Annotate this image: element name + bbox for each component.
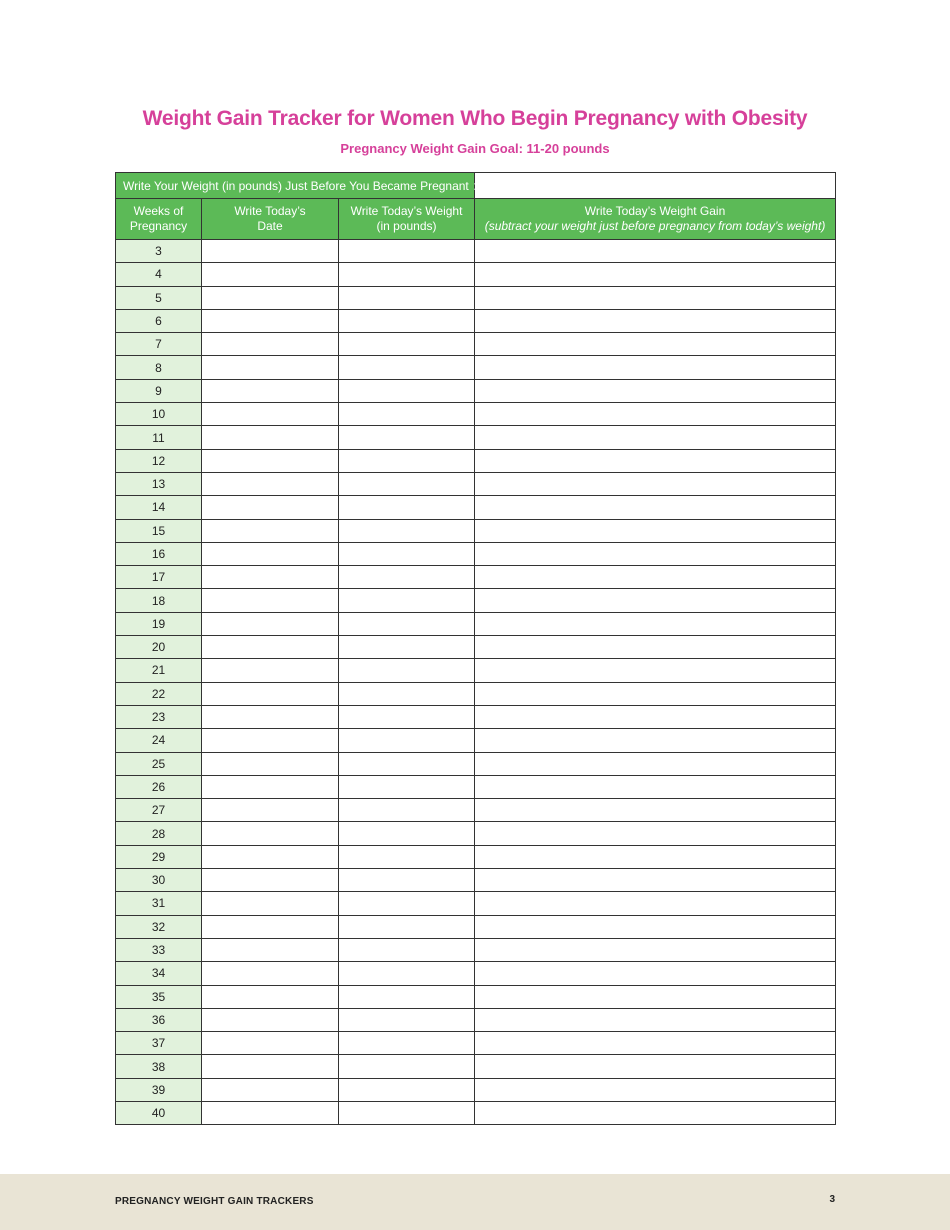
weight-field[interactable]: [339, 333, 475, 356]
weight-field[interactable]: [339, 1055, 475, 1078]
weight-field[interactable]: [339, 379, 475, 402]
weight-field[interactable]: [339, 542, 475, 565]
date-field[interactable]: [202, 426, 339, 449]
week-number: 23: [116, 705, 202, 728]
week-number: 35: [116, 985, 202, 1008]
weight-gain-field[interactable]: [475, 356, 836, 379]
header-date-line1: Write Today’s: [234, 204, 306, 218]
table-row: [116, 1078, 836, 1101]
header-gain-line2: (subtract your weight just before pregnancy from today’s weight): [484, 219, 826, 233]
header-weeks: [116, 199, 202, 240]
weight-field[interactable]: [339, 1101, 475, 1124]
table-row: [116, 892, 836, 915]
weight-field[interactable]: [339, 705, 475, 728]
table-row: [116, 333, 836, 356]
date-field[interactable]: [202, 333, 339, 356]
table-row: [116, 566, 836, 589]
table-row: [116, 799, 836, 822]
date-field[interactable]: [202, 1078, 339, 1101]
table-row: [116, 869, 836, 892]
date-field[interactable]: [202, 822, 339, 845]
weight-gain-field[interactable]: [475, 775, 836, 798]
date-field[interactable]: [202, 472, 339, 495]
weight-field[interactable]: [339, 496, 475, 519]
weight-gain-field[interactable]: [475, 869, 836, 892]
arrow-right-icon: ➤: [472, 180, 482, 193]
week-number: 5: [116, 286, 202, 309]
week-number: 4: [116, 263, 202, 286]
weight-field[interactable]: [339, 729, 475, 752]
weight-field[interactable]: [339, 799, 475, 822]
table-row: [116, 636, 836, 659]
weight-gain-field[interactable]: [475, 822, 836, 845]
date-field[interactable]: [202, 845, 339, 868]
header-weight: [339, 199, 475, 240]
weight-field[interactable]: [339, 892, 475, 915]
week-number: 11: [116, 426, 202, 449]
table-row: [116, 496, 836, 519]
weight-gain-field[interactable]: [475, 938, 836, 961]
table-row: [116, 845, 836, 868]
weight-gain-field[interactable]: [475, 542, 836, 565]
date-field[interactable]: [202, 566, 339, 589]
weight-gain-field[interactable]: [475, 449, 836, 472]
date-field[interactable]: [202, 799, 339, 822]
table-row: [116, 822, 836, 845]
weight-gain-field[interactable]: [475, 1055, 836, 1078]
table-row: [116, 775, 836, 798]
week-number: 30: [116, 869, 202, 892]
week-number: 34: [116, 962, 202, 985]
table-row: [116, 449, 836, 472]
table-row: [116, 356, 836, 379]
date-field[interactable]: [202, 286, 339, 309]
week-number: 8: [116, 356, 202, 379]
weight-gain-field[interactable]: [475, 286, 836, 309]
weight-field[interactable]: [339, 612, 475, 635]
date-field[interactable]: [202, 589, 339, 612]
weight-gain-field[interactable]: [475, 496, 836, 519]
weight-field[interactable]: [339, 869, 475, 892]
weight-field[interactable]: [339, 752, 475, 775]
week-number: 12: [116, 449, 202, 472]
table-row: [116, 1101, 836, 1124]
date-field[interactable]: [202, 1055, 339, 1078]
weight-gain-field[interactable]: [475, 985, 836, 1008]
date-field[interactable]: [202, 379, 339, 402]
pre-pregnancy-weight-row: [116, 173, 836, 199]
weight-field[interactable]: [339, 1078, 475, 1101]
table-row: [116, 1055, 836, 1078]
week-number: 25: [116, 752, 202, 775]
weight-field[interactable]: [339, 962, 475, 985]
date-field[interactable]: [202, 403, 339, 426]
weight-gain-field[interactable]: [475, 333, 836, 356]
date-field[interactable]: [202, 309, 339, 332]
weight-field[interactable]: [339, 263, 475, 286]
weight-field[interactable]: [339, 519, 475, 542]
table-row: [116, 1032, 836, 1055]
weight-gain-field[interactable]: [475, 472, 836, 495]
week-number: 16: [116, 542, 202, 565]
date-field[interactable]: [202, 729, 339, 752]
weight-field[interactable]: [339, 1032, 475, 1055]
table-row: [116, 286, 836, 309]
date-field[interactable]: [202, 263, 339, 286]
weight-gain-field[interactable]: [475, 845, 836, 868]
table-row: [116, 426, 836, 449]
weight-field[interactable]: [339, 915, 475, 938]
weight-field[interactable]: [339, 403, 475, 426]
date-field[interactable]: [202, 449, 339, 472]
weight-field[interactable]: [339, 566, 475, 589]
date-field[interactable]: [202, 240, 339, 263]
table-row: [116, 519, 836, 542]
weight-gain-field[interactable]: [475, 1032, 836, 1055]
week-number: 19: [116, 612, 202, 635]
week-number: 24: [116, 729, 202, 752]
weight-field[interactable]: [339, 659, 475, 682]
table-row: [116, 985, 836, 1008]
week-number: 14: [116, 496, 202, 519]
date-field[interactable]: [202, 962, 339, 985]
weight-gain-field[interactable]: [475, 589, 836, 612]
date-field[interactable]: [202, 356, 339, 379]
week-number: 15: [116, 519, 202, 542]
weight-gain-field[interactable]: [475, 566, 836, 589]
weight-gain-field[interactable]: [475, 1101, 836, 1124]
weight-gain-field[interactable]: [475, 659, 836, 682]
week-number: 28: [116, 822, 202, 845]
pre-pregnancy-weight-field[interactable]: [472, 173, 836, 199]
table-row: [116, 403, 836, 426]
week-number: 17: [116, 566, 202, 589]
weight-gain-field[interactable]: [475, 962, 836, 985]
week-number: 37: [116, 1032, 202, 1055]
table-row: [116, 1008, 836, 1031]
weight-gain-field[interactable]: [475, 403, 836, 426]
weight-gain-field[interactable]: [475, 309, 836, 332]
header-date-line2: Date: [257, 219, 283, 233]
weight-gain-field[interactable]: [475, 1078, 836, 1101]
pre-pregnancy-weight-label: [116, 173, 482, 199]
weight-field[interactable]: [339, 240, 475, 263]
weight-field[interactable]: [339, 985, 475, 1008]
date-field[interactable]: [202, 682, 339, 705]
table-row: [116, 682, 836, 705]
date-field[interactable]: [202, 659, 339, 682]
weight-gain-field[interactable]: [475, 915, 836, 938]
week-number: 10: [116, 403, 202, 426]
week-number: 29: [116, 845, 202, 868]
table-row: [116, 472, 836, 495]
weight-gain-field[interactable]: [475, 705, 836, 728]
header-date: [202, 199, 339, 240]
column-header-row: [116, 199, 836, 240]
table-row: [116, 612, 836, 635]
header-weeks-line2: Pregnancy: [129, 219, 188, 233]
weight-field[interactable]: [339, 449, 475, 472]
week-number: 9: [116, 379, 202, 402]
weight-gain-field[interactable]: [475, 379, 836, 402]
header-weight-line2: (in pounds): [376, 219, 437, 233]
week-number: 38: [116, 1055, 202, 1078]
week-number: 27: [116, 799, 202, 822]
date-field[interactable]: [202, 519, 339, 542]
date-field[interactable]: [202, 1008, 339, 1031]
week-number: 13: [116, 472, 202, 495]
date-field[interactable]: [202, 1101, 339, 1124]
weight-gain-field[interactable]: [475, 729, 836, 752]
date-field[interactable]: [202, 752, 339, 775]
table-row: [116, 938, 836, 961]
date-field[interactable]: [202, 892, 339, 915]
date-field[interactable]: [202, 636, 339, 659]
weight-field[interactable]: [339, 426, 475, 449]
table-row: [116, 240, 836, 263]
date-field[interactable]: [202, 705, 339, 728]
table-row: [116, 542, 836, 565]
header-weeks-line1: Weeks of: [133, 204, 184, 218]
weight-gain-field[interactable]: [475, 263, 836, 286]
date-field[interactable]: [202, 938, 339, 961]
table-row: [116, 752, 836, 775]
table-row: [116, 263, 836, 286]
week-number: 7: [116, 333, 202, 356]
header-weight-line1: Write Today’s Weight: [350, 204, 463, 218]
table-row: [116, 729, 836, 752]
weight-field[interactable]: [339, 286, 475, 309]
weight-tracker-table: [115, 172, 836, 1125]
weight-field[interactable]: [339, 356, 475, 379]
page-title: Weight Gain Tracker for Women Who Begin Pregnancy with Obesity: [142, 107, 808, 130]
header-weight-gain: [475, 199, 836, 240]
date-field[interactable]: [202, 775, 339, 798]
date-field[interactable]: [202, 915, 339, 938]
weight-field[interactable]: [339, 309, 475, 332]
date-field[interactable]: [202, 1032, 339, 1055]
week-number: 36: [116, 1008, 202, 1031]
weight-field[interactable]: [339, 472, 475, 495]
week-number: 3: [116, 240, 202, 263]
weight-field[interactable]: [339, 682, 475, 705]
page-number: 3: [829, 1194, 835, 1205]
page-subtitle: Pregnancy Weight Gain Goal: 11-20 pounds: [340, 141, 610, 156]
table-row: [116, 659, 836, 682]
prompt-text: Write Your Weight (in pounds) Just Before You Became Pregnant: [123, 178, 469, 193]
table-row: [116, 915, 836, 938]
table-row: [116, 309, 836, 332]
weight-field[interactable]: [339, 636, 475, 659]
header-gain-line1: Write Today’s Weight Gain: [584, 204, 726, 218]
week-number: 21: [116, 659, 202, 682]
week-number: 20: [116, 636, 202, 659]
weight-field[interactable]: [339, 822, 475, 845]
weight-gain-field[interactable]: [475, 892, 836, 915]
date-field[interactable]: [202, 612, 339, 635]
table-row: [116, 589, 836, 612]
footer-label: PREGNANCY WEIGHT GAIN TRACKERS: [115, 1196, 314, 1207]
weight-gain-field[interactable]: [475, 612, 836, 635]
date-field[interactable]: [202, 985, 339, 1008]
weight-field[interactable]: [339, 845, 475, 868]
date-field[interactable]: [202, 542, 339, 565]
weight-gain-field[interactable]: [475, 799, 836, 822]
weight-gain-field[interactable]: [475, 752, 836, 775]
table-row: [116, 379, 836, 402]
weight-field[interactable]: [339, 1008, 475, 1031]
table-row: [116, 705, 836, 728]
week-number: 18: [116, 589, 202, 612]
weight-gain-field[interactable]: [475, 426, 836, 449]
weight-gain-field[interactable]: [475, 682, 836, 705]
week-number: 22: [116, 682, 202, 705]
page-footer: [0, 1174, 950, 1230]
date-field[interactable]: [202, 496, 339, 519]
weight-field[interactable]: [339, 938, 475, 961]
table-row: [116, 962, 836, 985]
week-number: 40: [116, 1101, 202, 1124]
weight-field[interactable]: [339, 589, 475, 612]
weight-field[interactable]: [339, 775, 475, 798]
weight-gain-field[interactable]: [475, 636, 836, 659]
week-number: 31: [116, 892, 202, 915]
week-number: 39: [116, 1078, 202, 1101]
week-number: 33: [116, 938, 202, 961]
weight-gain-field[interactable]: [475, 519, 836, 542]
week-number: 26: [116, 775, 202, 798]
week-number: 32: [116, 915, 202, 938]
date-field[interactable]: [202, 869, 339, 892]
week-number: 6: [116, 309, 202, 332]
weight-gain-field[interactable]: [475, 1008, 836, 1031]
weight-gain-field[interactable]: [475, 240, 836, 263]
